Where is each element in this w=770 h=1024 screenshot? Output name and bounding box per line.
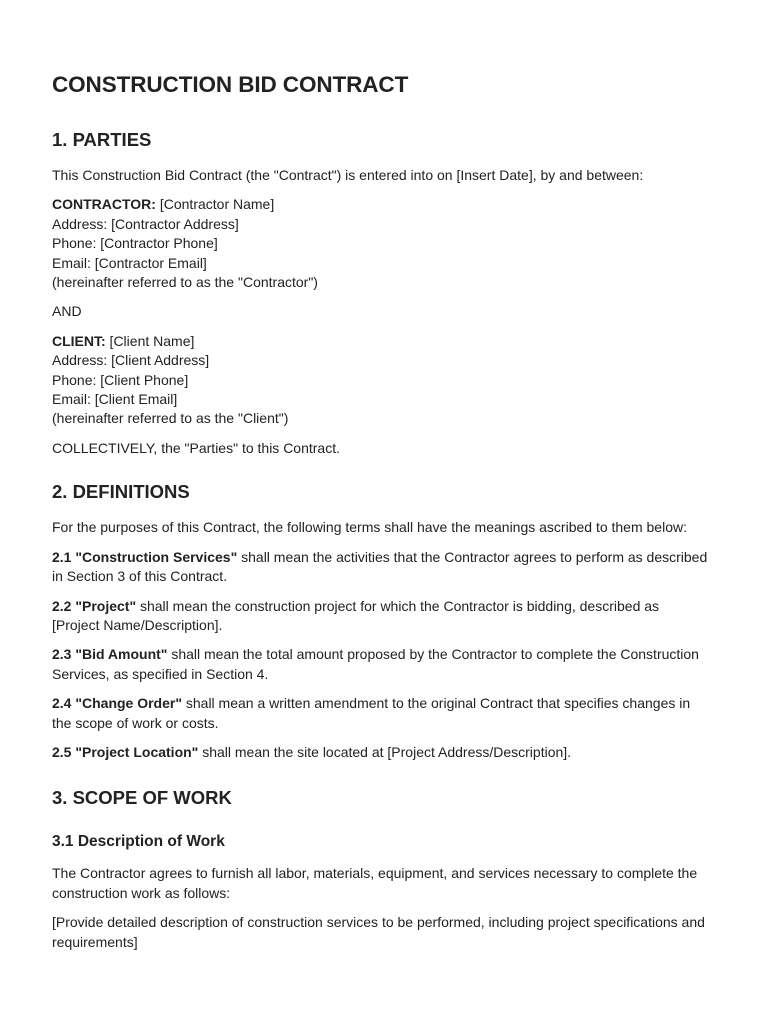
section-definitions xyxy=(52,480,710,762)
definition-item xyxy=(52,645,710,684)
subsection-heading-description: 3.1 Description of Work xyxy=(52,833,225,851)
definition-text: shall mean the construction project for which the Contractor is bidding, described as [Project Name/Description]. xyxy=(52,597,660,633)
definition-text: shall mean the activities that the Contractor agrees to perform as described in Section 3 of this Contract. xyxy=(52,548,708,585)
definition-text: shall mean a written amendment to the original Contract that specifies changes in the scope of work or costs. xyxy=(52,695,691,731)
document-title: CONSTRUCTION BID CONTRACT xyxy=(52,72,409,97)
contractor-label: CONTRACTOR: xyxy=(52,196,156,213)
description-placeholder: [Provide detailed description of construction services to be performed, including project specifications and requirements] xyxy=(52,914,705,950)
client-email: Email: [Client Email] xyxy=(52,391,178,408)
definitions-intro: For the purposes of this Contract, the following terms shall have the meanings ascribed to them below: xyxy=(52,519,687,536)
definition-text: shall mean the site located at [Project Address/Description]. xyxy=(198,743,572,760)
contractor-referred: (hereinafter referred to as the "Contractor") xyxy=(52,274,318,291)
client-label: CLIENT: xyxy=(52,332,106,349)
client-phone: Phone: [Client Phone] xyxy=(52,371,189,388)
section-heading-scope: 3. SCOPE OF WORK xyxy=(52,787,232,809)
definition-term: 2.5 "Project Location" xyxy=(52,743,199,760)
definition-item xyxy=(52,743,710,762)
contractor-address: Address: [Contractor Address] xyxy=(52,215,239,232)
section-heading-parties: 1. PARTIES xyxy=(52,129,152,150)
section-heading-definitions: 2. DEFINITIONS xyxy=(52,481,190,503)
and-separator: AND xyxy=(52,303,82,320)
definition-item xyxy=(52,694,710,733)
client-address: Address: [Client Address] xyxy=(52,352,210,369)
client-referred: (hereinafter referred to as the "Client") xyxy=(52,410,289,427)
definition-item xyxy=(52,548,710,587)
parties-intro: This Construction Bid Contract (the "Contract") is entered into on [Insert Date], by and between: xyxy=(52,167,644,183)
definition-text: shall mean the total amount proposed by the Contractor to complete the Construction Services, as specified in Section 4. xyxy=(52,646,699,682)
client-name: [Client Name] xyxy=(105,332,195,349)
section-parties xyxy=(52,128,710,458)
description-text: The Contractor agrees to furnish all labor, materials, equipment, and services necessary to complete the construction work as follows: xyxy=(52,865,698,901)
definition-term: 2.1 "Construction Services" xyxy=(52,548,238,565)
client-block xyxy=(52,332,710,429)
contractor-block xyxy=(52,195,710,292)
section-scope-of-work xyxy=(52,786,710,952)
contractor-name: [Contractor Name] xyxy=(155,196,275,213)
collectively-statement: COLLECTIVELY, the "Parties" to this Contract. xyxy=(52,439,340,456)
definition-term: 2.4 "Change Order" xyxy=(52,695,182,712)
definition-term: 2.3 "Bid Amount" xyxy=(52,646,168,663)
definition-term: 2.2 "Project" xyxy=(52,597,137,614)
contractor-phone: Phone: [Contractor Phone] xyxy=(52,235,218,252)
contractor-email: Email: [Contractor Email] xyxy=(52,254,207,271)
definition-item xyxy=(52,597,710,636)
